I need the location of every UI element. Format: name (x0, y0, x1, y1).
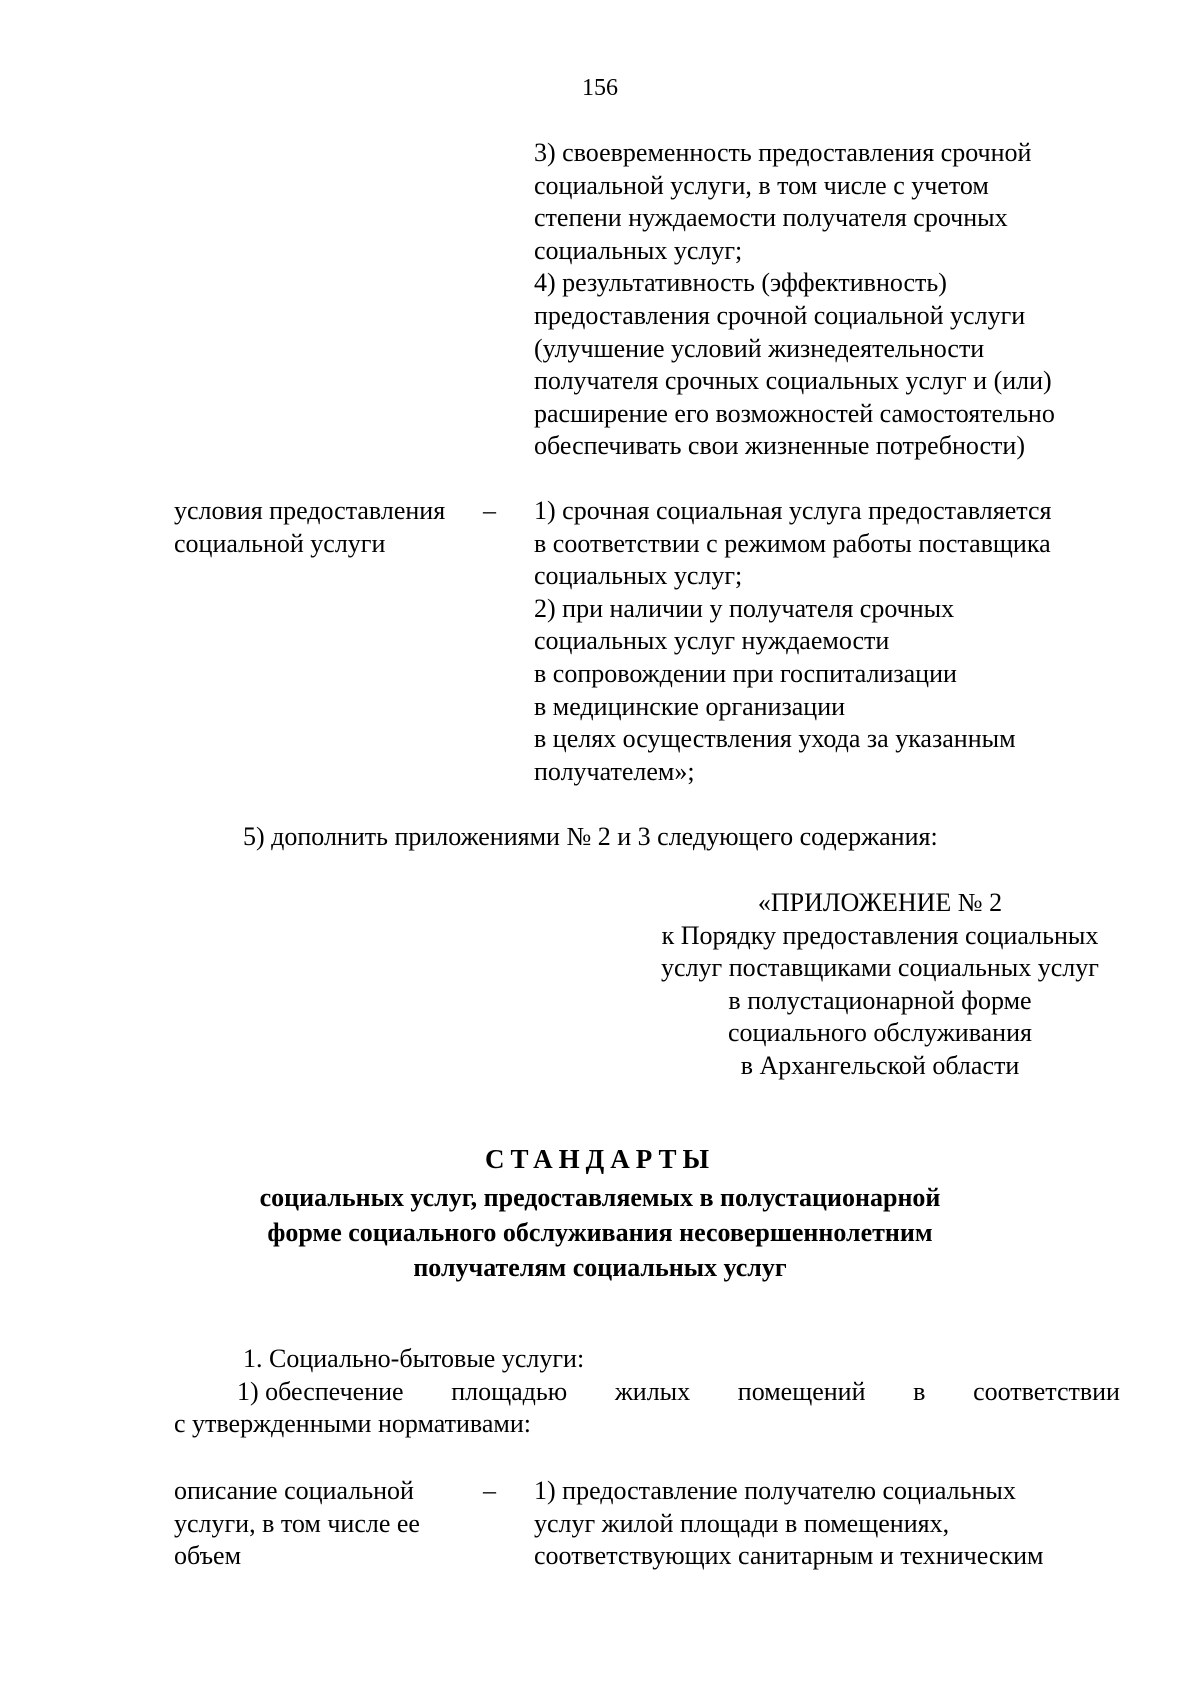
block2-line: 1) срочная социальная услуга предоставляется (534, 496, 1052, 525)
block1-line: получателя срочных социальных услуг и (или) (534, 366, 1052, 396)
block1-line: 4) результативность (эффективность) (534, 268, 947, 298)
block2-line: в медицинские организации (534, 691, 846, 721)
subitem-1-word: в (913, 1376, 926, 1406)
appendix-line: в Архангельской области (740, 1050, 1020, 1080)
subitem-1-word: площадью (451, 1376, 568, 1406)
subitem-1-word: жилых (614, 1376, 691, 1406)
subitem-1-word: 1) обеспечение (237, 1376, 404, 1406)
document-subtitle (0, 1180, 1200, 1285)
block1-line: социальной услуги, в том числе с учетом (534, 170, 989, 200)
subitem-1-continuation: с утвержденными нормативами: (174, 1409, 531, 1439)
item-5: 5) дополнить приложениями № 2 и 3 следующего содержания: (243, 822, 938, 851)
block1-line: степени нуждаемости получателя срочных (534, 203, 1008, 233)
block3-line: 1) предоставление получателю социальных (534, 1476, 1016, 1505)
block2-line: социальных услуг нуждаемости (534, 626, 890, 656)
section-1-heading: 1. Социально-бытовые услуги: (243, 1344, 585, 1373)
appendix-line: в полустационарной форме (728, 985, 1032, 1015)
block1-line: предоставления срочной социальной услуги (534, 301, 1026, 330)
subitem-1-word: помещений (737, 1376, 866, 1406)
block3-label-line: объем (174, 1541, 242, 1571)
subtitle-line: получателям социальных услуг (413, 1253, 787, 1282)
block3-line: услуг жилой площади в помещениях, (534, 1508, 950, 1538)
block2-dash: – (483, 496, 496, 525)
block2-line: получателем»; (534, 756, 695, 786)
appendix-line: социального обслуживания (728, 1018, 1032, 1048)
block1-line: (улучшение условий жизнедеятельности (534, 333, 985, 363)
block3-label-line: услуги, в том числе ее (174, 1508, 420, 1538)
block3-line: соответствующих санитарным и техническим (534, 1541, 1044, 1571)
block1-line: обеспечивать свои жизненные потребности) (534, 431, 1025, 461)
block3-label-line: описание социальной (174, 1476, 414, 1505)
document-title: СТАНДАРТЫ (484, 1144, 716, 1174)
block2-label-line: социальной услуги (174, 528, 386, 558)
appendix-header (620, 887, 1140, 1083)
block2-label-line: условия предоставления (174, 496, 446, 525)
block2-line: в сопровождении при госпитализации (534, 659, 957, 688)
block3-dash: – (483, 1476, 496, 1505)
block1-line: расширение его возможностей самостоятельно (534, 398, 1055, 428)
block2-line: в целях осуществления ухода за указанным (534, 724, 1016, 754)
appendix-line: «ПРИЛОЖЕНИЕ № 2 (757, 888, 1003, 917)
subitem-1-line (237, 1376, 1120, 1409)
page-number: 156 (582, 75, 618, 101)
subtitle-line: форме социального обслуживания несовершеннолетним (267, 1218, 933, 1247)
block2-line: 2) при наличии у получателя срочных (534, 593, 955, 623)
block2-line: в соответствии с режимом работы поставщика (534, 528, 1051, 558)
block1-line: социальных услуг; (534, 235, 743, 265)
appendix-line: услуг поставщиками социальных услуг (661, 953, 1099, 983)
block2-line: социальных услуг; (534, 561, 743, 591)
subtitle-line: социальных услуг, предоставляемых в полустационарной (259, 1183, 941, 1212)
subitem-1-word: соответствии (973, 1376, 1120, 1406)
block1-line: 3) своевременность предоставления срочной (534, 138, 1032, 167)
appendix-line: к Порядку предоставления социальных (661, 920, 1099, 950)
